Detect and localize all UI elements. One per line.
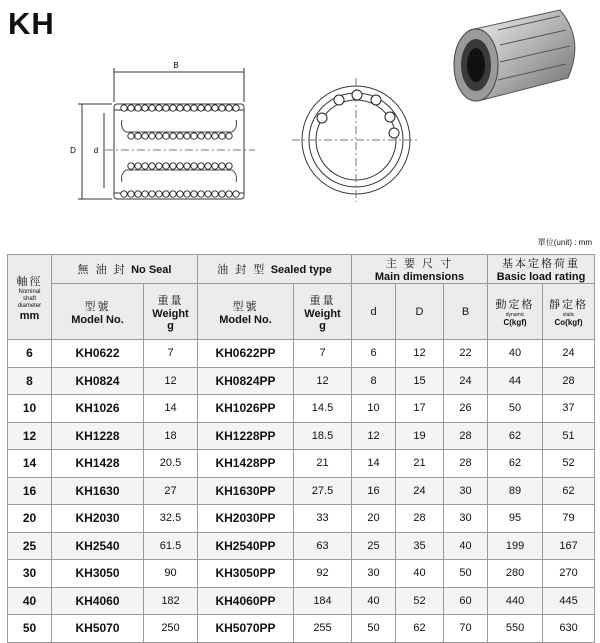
cell-shaft: 30 (8, 560, 52, 588)
cell-model: KH1228 (52, 422, 144, 450)
cell-weight: 182 (144, 587, 198, 615)
table-row (8, 615, 595, 643)
cell-weight: 12 (144, 367, 198, 395)
cell-static: 167 (543, 532, 595, 560)
cell-dynamic: 44 (488, 367, 543, 395)
cell-D: 19 (396, 422, 444, 450)
cell-static: 62 (543, 477, 595, 505)
header-col-D: D (396, 284, 444, 340)
cell-model: KH0622 (52, 340, 144, 368)
cell-model: KH1428 (52, 450, 144, 478)
ball-row-bottom (121, 191, 239, 197)
cell-shaft: 12 (8, 422, 52, 450)
cell-weight: 61.5 (144, 532, 198, 560)
cell-static: 630 (543, 615, 595, 643)
cell-model-pp: KH4060PP (198, 587, 294, 615)
cell-static: 24 (543, 340, 595, 368)
cell-weight-pp: 12 (294, 367, 352, 395)
cell-d: 10 (352, 395, 396, 423)
header-col-d: d (352, 284, 396, 340)
cell-B: 60 (444, 587, 488, 615)
cell-B: 50 (444, 560, 488, 588)
cell-weight-pp: 7 (294, 340, 352, 368)
cell-weight: 14 (144, 395, 198, 423)
cell-model-pp: KH0824PP (198, 367, 294, 395)
cell-model-pp: KH2030PP (198, 505, 294, 533)
cell-dynamic: 280 (488, 560, 543, 588)
header-col-B: B (444, 284, 488, 340)
cell-model-pp: KH5070PP (198, 615, 294, 643)
table-row (8, 587, 595, 615)
cell-shaft: 50 (8, 615, 52, 643)
cell-weight: 250 (144, 615, 198, 643)
cell-D: 24 (396, 477, 444, 505)
table-row (8, 450, 595, 478)
cell-static: 37 (543, 395, 595, 423)
cell-B: 28 (444, 422, 488, 450)
cell-B: 30 (444, 505, 488, 533)
cell-static: 79 (543, 505, 595, 533)
table-row (8, 395, 595, 423)
cell-model: KH2030 (52, 505, 144, 533)
cell-model: KH4060 (52, 587, 144, 615)
cell-B: 22 (444, 340, 488, 368)
cell-B: 70 (444, 615, 488, 643)
ball-row-upper (128, 133, 232, 139)
cell-dynamic: 199 (488, 532, 543, 560)
ball-row-lower (128, 163, 232, 169)
cell-weight-pp: 63 (294, 532, 352, 560)
page-title: KH (8, 6, 55, 41)
cell-model-pp: KH0622PP (198, 340, 294, 368)
table-row (8, 532, 595, 560)
cell-D: 40 (396, 560, 444, 588)
cell-model: KH1026 (52, 395, 144, 423)
cell-static: 445 (543, 587, 595, 615)
cell-D: 52 (396, 587, 444, 615)
cell-D: 62 (396, 615, 444, 643)
cell-shaft: 16 (8, 477, 52, 505)
cell-dynamic: 95 (488, 505, 543, 533)
cell-d: 30 (352, 560, 396, 588)
cell-model: KH0824 (52, 367, 144, 395)
cell-weight-pp: 14.5 (294, 395, 352, 423)
cell-d: 12 (352, 422, 396, 450)
cell-d: 14 (352, 450, 396, 478)
cell-model-pp: KH1630PP (198, 477, 294, 505)
cell-weight-pp: 255 (294, 615, 352, 643)
cell-weight: 20.5 (144, 450, 198, 478)
header-model-no: 型號 Model No. (52, 284, 144, 340)
header-static: 靜定格 static Co(kgf) (543, 284, 595, 340)
cell-D: 12 (396, 340, 444, 368)
cell-dynamic: 62 (488, 422, 543, 450)
cell-d: 6 (352, 340, 396, 368)
cell-model: KH2540 (52, 532, 144, 560)
cell-B: 30 (444, 477, 488, 505)
cell-weight-pp: 27.5 (294, 477, 352, 505)
header-no-seal: 無 油 封 No Seal (52, 255, 198, 284)
cell-D: 15 (396, 367, 444, 395)
cell-weight: 27 (144, 477, 198, 505)
cell-D: 28 (396, 505, 444, 533)
dimension-label-d-outer: D (70, 146, 76, 155)
header-model-no-pp: 型號 Model No. (198, 284, 294, 340)
cell-weight-pp: 92 (294, 560, 352, 588)
cell-dynamic: 62 (488, 450, 543, 478)
cell-d: 20 (352, 505, 396, 533)
cell-weight-pp: 21 (294, 450, 352, 478)
table-row (8, 340, 595, 368)
header-main-dimensions: 主 要 尺 寸 Main dimensions (352, 255, 488, 284)
unit-note: 單位(unit) : mm (537, 238, 592, 247)
cell-weight: 90 (144, 560, 198, 588)
header-weight-pp: 重量 Weight g (294, 284, 352, 340)
cell-model: KH3050 (52, 560, 144, 588)
cell-dynamic: 440 (488, 587, 543, 615)
cell-B: 26 (444, 395, 488, 423)
cell-model-pp: KH1026PP (198, 395, 294, 423)
cell-shaft: 14 (8, 450, 52, 478)
cell-static: 28 (543, 367, 595, 395)
table-row (8, 422, 595, 450)
cell-model-pp: KH1228PP (198, 422, 294, 450)
header-dynamic: 動定格 dynamic C(kgf) (488, 284, 543, 340)
dimension-label-b: B (173, 61, 179, 70)
cell-shaft: 8 (8, 367, 52, 395)
header-shaft: 軸徑 Nominal shaft diameter mm (8, 255, 52, 340)
cell-model-pp: KH2540PP (198, 532, 294, 560)
cell-weight: 18 (144, 422, 198, 450)
dimension-label-d-inner: d (93, 146, 99, 155)
bearing-photo (454, 10, 575, 101)
bearing-drawing (0, 0, 600, 240)
cell-dynamic: 40 (488, 340, 543, 368)
cell-B: 40 (444, 532, 488, 560)
cell-B: 28 (444, 450, 488, 478)
cell-weight-pp: 18.5 (294, 422, 352, 450)
cell-model-pp: KH3050PP (198, 560, 294, 588)
cell-shaft: 20 (8, 505, 52, 533)
cell-dynamic: 89 (488, 477, 543, 505)
cell-dynamic: 50 (488, 395, 543, 423)
cell-d: 25 (352, 532, 396, 560)
header-sealed: 油 封 型 Sealed type (198, 255, 352, 284)
cell-shaft: 25 (8, 532, 52, 560)
table-row (8, 505, 595, 533)
header-load-rating: 基本定格荷重 Basic load rating (488, 255, 595, 284)
cell-D: 17 (396, 395, 444, 423)
cell-weight-pp: 33 (294, 505, 352, 533)
cell-B: 24 (444, 367, 488, 395)
header-weight: 重量 Weight g (144, 284, 198, 340)
table-row (8, 477, 595, 505)
cell-static: 52 (543, 450, 595, 478)
cell-static: 51 (543, 422, 595, 450)
cell-weight: 7 (144, 340, 198, 368)
cell-D: 35 (396, 532, 444, 560)
cell-dynamic: 550 (488, 615, 543, 643)
cell-D: 21 (396, 450, 444, 478)
cell-shaft: 10 (8, 395, 52, 423)
cell-model: KH5070 (52, 615, 144, 643)
cell-d: 40 (352, 587, 396, 615)
cell-shaft: 40 (8, 587, 52, 615)
cell-model: KH1630 (52, 477, 144, 505)
cell-d: 16 (352, 477, 396, 505)
ball-row-top (121, 105, 239, 111)
cell-d: 8 (352, 367, 396, 395)
cell-model-pp: KH1428PP (198, 450, 294, 478)
cell-weight: 32.5 (144, 505, 198, 533)
cell-weight-pp: 184 (294, 587, 352, 615)
end-view-drawing (292, 78, 420, 202)
cell-static: 270 (543, 560, 595, 588)
table-row (8, 367, 595, 395)
cell-shaft: 6 (8, 340, 52, 368)
cell-d: 50 (352, 615, 396, 643)
spec-table (7, 254, 595, 643)
